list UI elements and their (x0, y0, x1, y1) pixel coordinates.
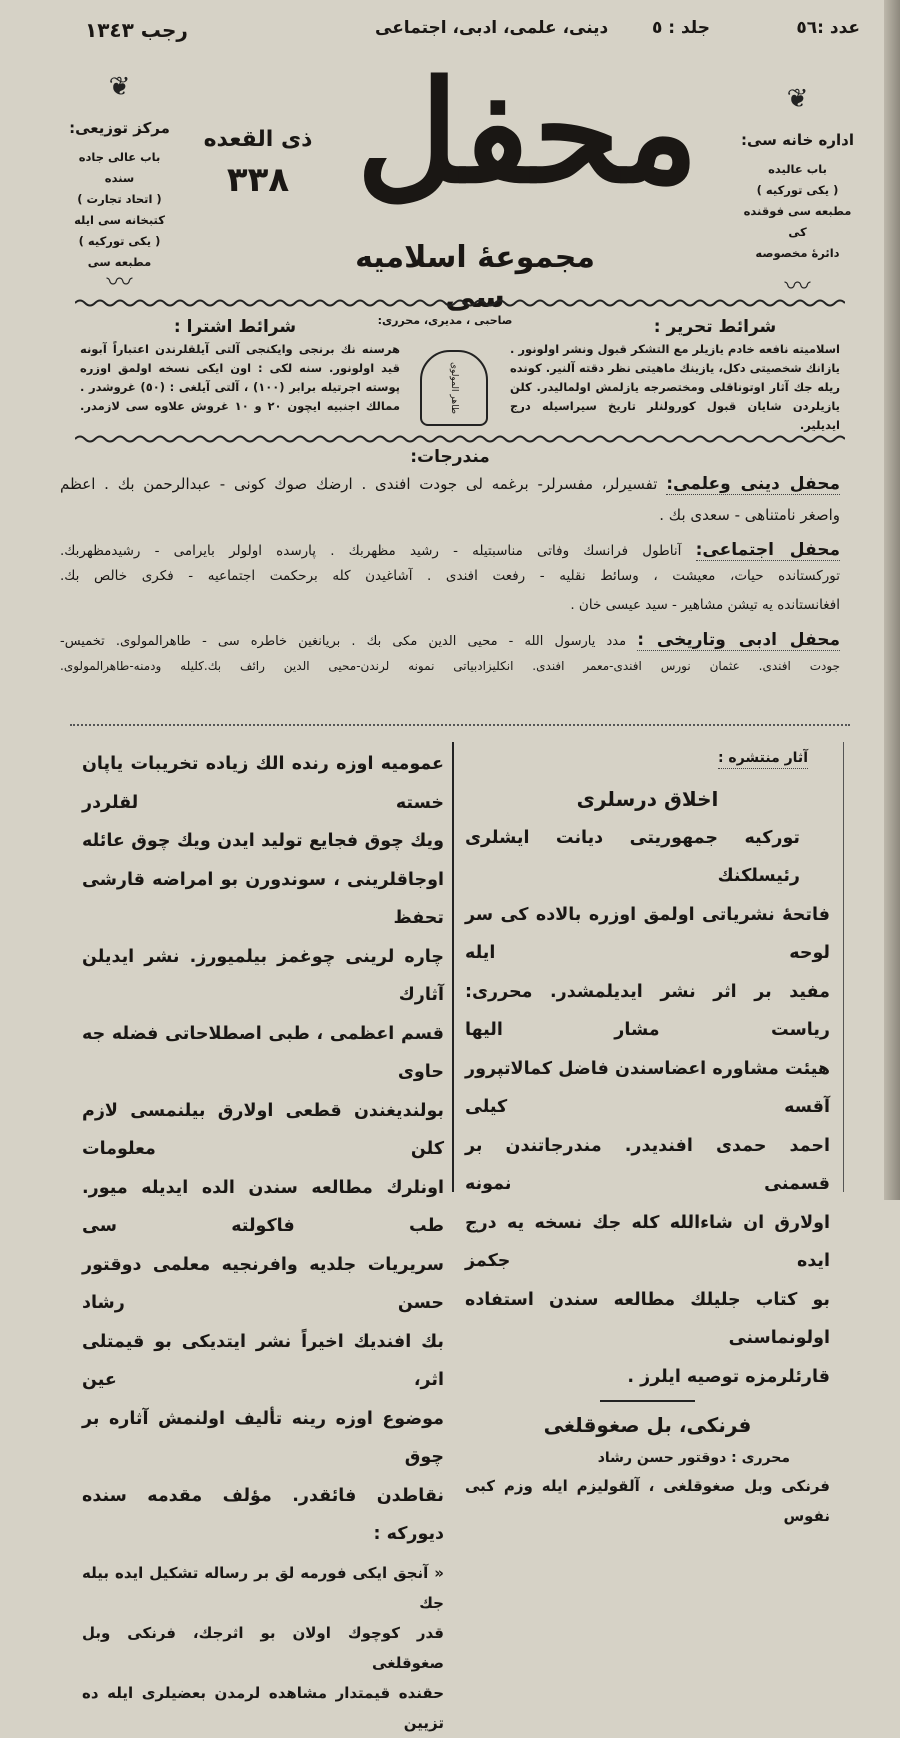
book-title: فرنكى، بل صغوقلغى (543, 1413, 752, 1437)
book-title: اخلاق درسلرى (576, 787, 719, 811)
office-line: دائرهٔ مخصوصه (755, 246, 840, 260)
article-line: عموميه اوزه رنده الك زياده تخريبات ياپان خسته لقلردر (82, 754, 444, 813)
article-line: نقاطدن فائقدر. مؤلف مقدمه سنده ديوركه : (82, 1485, 444, 1544)
contents-title: مندرجات: (410, 447, 490, 467)
contents-line: توركستانده حيات، معيشت ، وسائط نقليه - رفعت افندى . آشاغيدن كله برحكمت اجتماعيه - فكرى خالص بك. (60, 568, 840, 584)
column-rule (452, 742, 454, 1192)
office-line: ( يكى توركيه ) (756, 183, 839, 197)
article-line: ويك چوق فجايع توليد ايدن ويك چوق عائله (82, 831, 444, 851)
review-line: فرنكى وبل صغوقلغى ، آلقوليزم ايله وزم كبى نفوس (465, 1476, 830, 1525)
article-line: قسم اعظمى ، طبى اصطلاحاتى فضله جه حاوى (82, 1023, 444, 1082)
article-line: موضوع اوزه رينه تأليف اولنمش آثاره بر چوق (82, 1408, 444, 1467)
article-line: بك افنديك اخيراً نشر ايتديكى بو قيمتلى اثر، عين (82, 1331, 444, 1390)
article-line: سريريات جلديه وافرنجيه معلمى دوقتور حسن رشاد (82, 1254, 444, 1313)
ornament-icon: 〰 (784, 272, 811, 302)
contents-social (60, 538, 840, 618)
contents-section-label: محفل دينى وعلمى: (666, 474, 840, 494)
ornament-icon: ❦ (786, 84, 809, 114)
distribution-line: مطبعه سى (87, 255, 152, 269)
contents-line: واصغر نامتناهى - سعدى بك . (659, 506, 840, 524)
hijri-date: رجب ١٣٤٣ (85, 18, 188, 42)
subscription-terms-text: هرسنه نك برنجى وايكنجى آلتى آيلقلرندن اعتباراً آبونه قيد اولونور. سنه لكى : اون ايكى نسخه اولمق اوزره پوسته اجرتيله برابر (١٠٠) ، آلتى آيلغى : (٥٠) غروشدر . ممالك اجنبيه ايچون ٢٠ و ١٠ غروش علاوه سى لازمدر. (80, 342, 401, 413)
contents-section-label: محفل ادبى وتاريخى : (637, 630, 840, 650)
contents-section-label: محفل اجتماعى: (695, 540, 840, 560)
review-line: بو كتاب جليلك مطالعه سندن استفاده اولونماسنى (465, 1289, 830, 1348)
left-column-article (82, 745, 444, 1738)
quote-line: « آنجق ايكى فورمه لق بر رساله تشكيل ايده بيله جك (82, 1563, 444, 1612)
date-month: ذى القعده (203, 127, 313, 152)
review-line: توركيه جمهوريتى ديانت ايشلرى رئيسلكنك (465, 827, 800, 886)
distribution-line: ( يكى تورکيه ) (78, 234, 161, 248)
page-gutter-shadow (884, 0, 900, 1200)
masthead-subtitle: مجموعهٔ اسلاميه سى (355, 240, 595, 315)
distribution-heading: مركز توزيعى: (69, 119, 170, 137)
contents-line: آناطول فرانسك وفاتى مناسبتيله - رشيد مظهربك . پارسده اولولر بايرامى - رشيدمظهربك. (60, 543, 682, 559)
article-line: بولنديغندن قطعى اولارق بيلنمسى لازم كلن معلومات (82, 1100, 444, 1159)
volume-number: جلد : ٥ (651, 18, 710, 38)
review-line: احمد حمدى افنديدر. مندرجاتندن بر قسمنى نمونه (465, 1135, 830, 1194)
dotted-divider (70, 724, 850, 726)
office-line: باب عاليده (768, 162, 827, 176)
ornament-icon: 〰 (106, 268, 133, 298)
writing-terms-text: اسلاميته نافعه خادم يازيلر مع التشكر قبول ونشر اولونور . يازانك شخصيتى دكل، يازينك ماهيتى نظر دقته آلنير. كونده ريله جك آثار اوتوناقلى ومختصرجه يازلمش اولماليدر. كلن يازيلردن شايان قبول كورولنلر تاريخ سيراسيله درج ايديلير. (510, 342, 840, 432)
published-works-label: آثار منتشره : (718, 748, 808, 769)
review-line: قارئلرمزه توصيه ايلرز . (627, 1366, 830, 1387)
contents-line: تفسيرلر، مفسرلر- برغمه لى جودت افندى . ارضك صوك كونى - عبدالرحمن بك . اعظم (60, 475, 658, 493)
contents-literary (60, 628, 840, 679)
distribution-line: باب عالى جاده سنده (78, 150, 161, 185)
wavy-divider (75, 434, 845, 444)
wavy-divider (75, 298, 845, 308)
article-line: اونلرك مطالعه سندن الده ايديله ميور. طب فاكولته سى (82, 1177, 444, 1236)
subscription-terms-title: شرائط اشترا : (173, 317, 297, 337)
column-rule (843, 742, 844, 1192)
contents-religious (60, 472, 840, 528)
review-line: مفيد بر اثر نشر ايديلمشدر. محررى: رياست مشار اليها (465, 981, 830, 1040)
distribution-box (62, 118, 177, 273)
book-author: محررى : دوقتور حسن رشاد (597, 1449, 790, 1466)
review-line: اولارق ان شاءالله كله جك نسخه يه درج ايده جكمز (465, 1212, 830, 1271)
article-line: اوجاقلرينى ، سوندورن بو امراضه قارشى تحفظ (82, 869, 444, 928)
masthead-date (198, 120, 318, 200)
seal-text: طاهر المولوى (449, 362, 459, 415)
owner-label: صاحبى ، مديرى، محررى: (377, 314, 513, 327)
masthead-title: محفل (356, 51, 699, 215)
distribution-line: كتبخانه سى ايله (74, 213, 165, 227)
date-year: ٣٣٨ (226, 160, 290, 200)
issue-number: عدد :٥٦ (796, 18, 860, 38)
review-line: فاتحهٔ نشرياتى اولمق اوزره بالاده كى سر لوحه ايله (465, 904, 830, 963)
office-line: مطبعه سى فوقنده كى (743, 204, 852, 239)
contents-line: مدد يارسول الله - محيى الدين مكى بك . بريانغين خاطره سى - طاهرالمولوى. تخميس- (60, 634, 627, 649)
review-line: هيئت مشاوره اعضاسندن فاضل كمالاتپرور آقسه كيلى (465, 1058, 830, 1117)
ornament-icon: ❦ (108, 72, 131, 102)
contents-line: افغانستانده يه تيشن مشاهير - سيد عيسى خان . (570, 597, 840, 613)
contents-block (60, 446, 840, 679)
editor-seal (420, 350, 488, 426)
office-box (740, 130, 855, 264)
right-column-reviews (465, 780, 830, 1531)
article-line: چاره لرينى چوغمز بيلميورز. نشر ايديلن آثارك (82, 946, 444, 1005)
office-heading: اداره خانه سى: (740, 131, 854, 149)
subjects-line: دينى، علمى، ادبى، اجتماعى (375, 18, 609, 38)
contents-line: جودت افندى. عثمان نورس افندى-معمر افندى. انكليزادبياتى نمونه لرندن-محيى الدين رائف بك.كليله ودمنه-طاهرالمولوى. (60, 659, 840, 673)
quote-line: قدر كوچوك اولان بو اثرجك، فرنكى وبل صغوقلغى (82, 1623, 444, 1672)
writing-terms-title: شرائط تحرير : (653, 317, 777, 337)
distribution-line: ( اتحاد تجارت ) (77, 192, 162, 206)
quote-line: حقنده قيمتدار مشاهده لرمدن بعضيلرى ايله ده تزيين (82, 1683, 444, 1732)
